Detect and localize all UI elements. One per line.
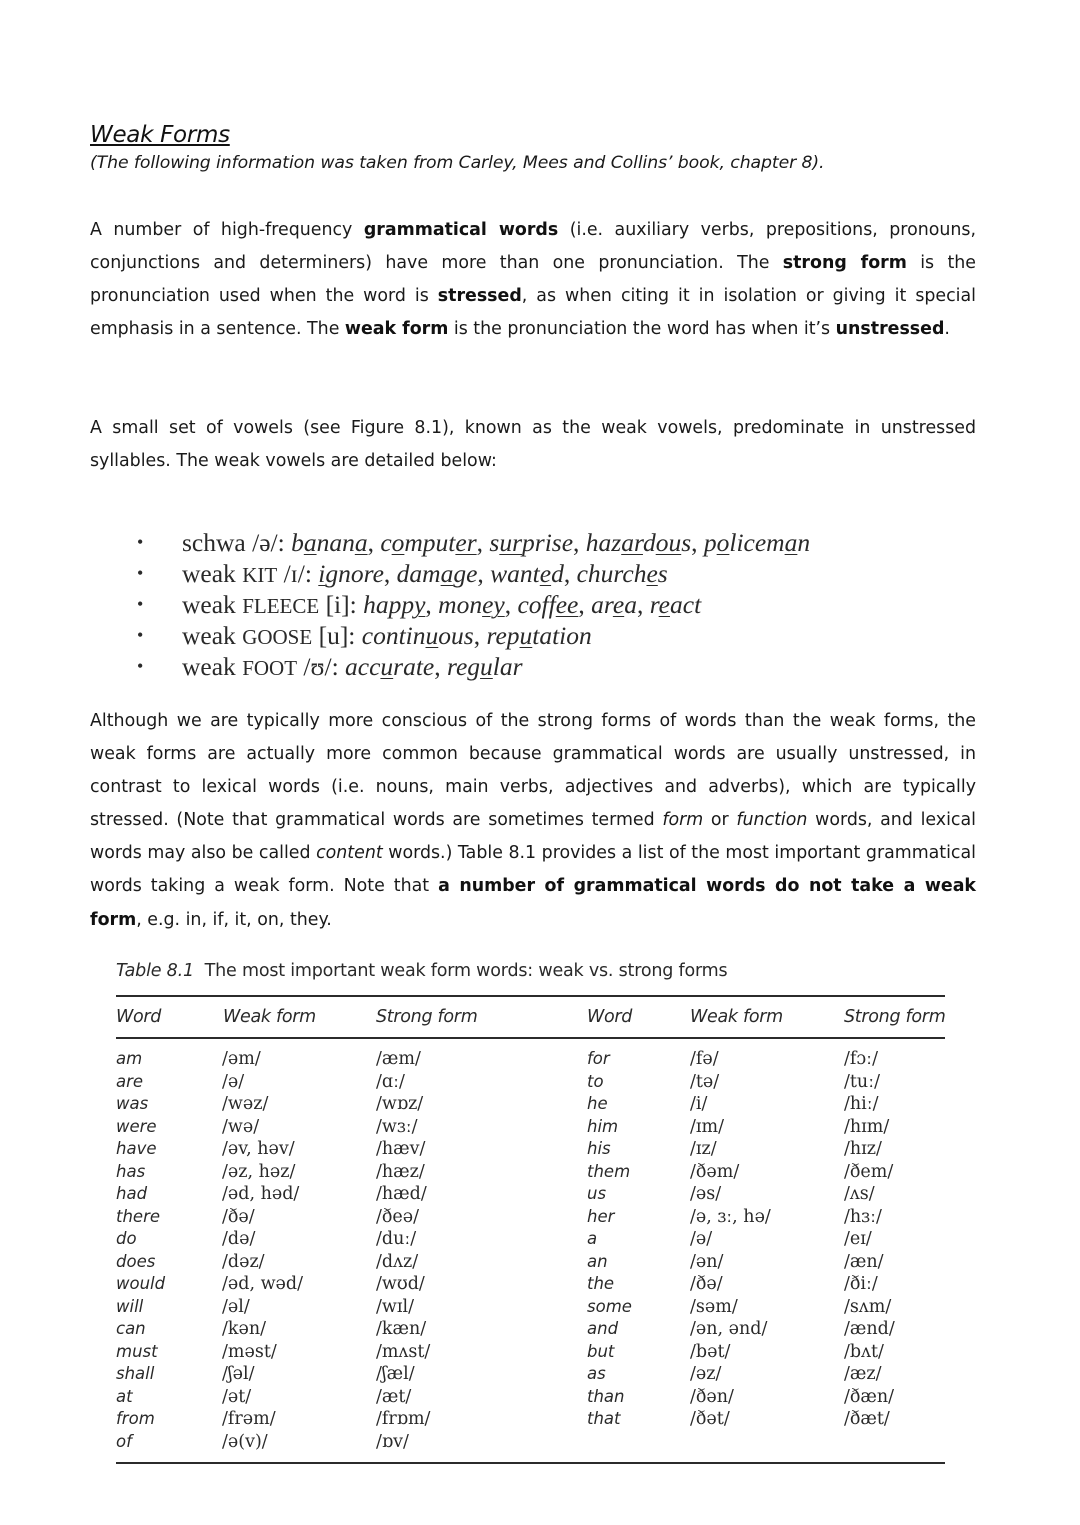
text: , e.g. in, if, it, on, they. (136, 909, 332, 930)
table-cell: from (116, 1409, 155, 1428)
page-title: Weak Forms (90, 122, 230, 148)
weak-vowel-item: • weak FOOT /ʊ/: accurate, regular (137, 652, 523, 681)
table-cell: /æm/ (376, 1049, 421, 1069)
bullet-icon: • (137, 594, 144, 614)
table-caption-label: Table 8.1 (116, 961, 194, 981)
header-word-2: Word (587, 1007, 633, 1027)
weak-vowel-item: • weak GOOSE [u]: continuous, reputation (137, 621, 592, 650)
table-cell: /əd, wəd/ (222, 1274, 304, 1294)
right-word-column (587, 1048, 632, 1431)
example-word: accurate (345, 652, 435, 681)
example-word: coffee (517, 590, 579, 619)
table-cell: /frəm/ (222, 1409, 276, 1429)
table-cell: /hæd/ (376, 1184, 427, 1204)
table-cell: /fə/ (690, 1049, 719, 1069)
table-cell: as (587, 1364, 606, 1383)
table-cell: them (587, 1161, 631, 1181)
table-cell: /səm/ (690, 1296, 738, 1317)
table-cell: but (587, 1341, 615, 1361)
example-word: damage (396, 559, 478, 588)
table-cell: /bʌt/ (844, 1341, 884, 1362)
text: (i.e. auxiliary verbs, prepositions, pronouns, conjunctions and determiners) have more than one pronunciation. The (90, 220, 976, 274)
bold-note: a number of grammatical words do not take a weak form (90, 876, 976, 930)
example-word: area (591, 590, 637, 619)
table-cell: /əv, həv/ (222, 1139, 295, 1159)
table-cell: /bət/ (690, 1341, 731, 1362)
table-cell: /ə/ (690, 1229, 713, 1249)
table-cell: /ɪz/ (690, 1139, 717, 1159)
table-cell: /æz/ (844, 1364, 882, 1384)
table-cell: /hɪz/ (844, 1139, 882, 1159)
source-note: (The following information was taken from Carley, Mees and Collins’ book, chapter 8). (90, 153, 825, 173)
header-strong-form: Strong form (376, 1007, 478, 1027)
table-cell: /ðət/ (690, 1409, 730, 1429)
table-cell: were (116, 1116, 157, 1136)
table-cell: he (587, 1094, 608, 1113)
table-cell: /ət/ (222, 1386, 252, 1407)
lexical-set-label: GOOSE (242, 625, 313, 649)
table-cell: /wɜː/ (376, 1116, 418, 1137)
table-cell: was (116, 1094, 149, 1113)
table-cell: /ðæn/ (844, 1386, 895, 1407)
table-cell: /ænd/ (844, 1319, 895, 1339)
bold-term-grammatical-words: grammatical words (363, 220, 559, 240)
table-cell: /əz, həz/ (222, 1161, 296, 1182)
table-cell: /ə, ɜː, hə/ (690, 1206, 771, 1227)
table-cell: /ðəm/ (690, 1161, 740, 1182)
example-word: reputation (486, 621, 592, 650)
table-cell: /əz/ (690, 1364, 722, 1384)
table-cell: /ðeə/ (376, 1206, 420, 1227)
table-cell: that (587, 1409, 621, 1428)
table-cell: /hɪm/ (844, 1116, 890, 1137)
table-cell: /wə/ (222, 1116, 260, 1137)
lexical-set-label: KIT (242, 563, 278, 587)
table-cell: /hɜː/ (844, 1206, 882, 1227)
example-word: policeman (703, 528, 811, 557)
table-cell: /ðæt/ (844, 1409, 890, 1429)
table-cell: /æn/ (844, 1251, 884, 1272)
table-cell: /duː/ (376, 1229, 417, 1249)
bold-term-stressed: stressed (437, 286, 522, 307)
table-cell: would (116, 1274, 166, 1293)
table-cell: will (116, 1296, 144, 1316)
table-cell: /əl/ (222, 1296, 250, 1317)
table-cell: /wʊd/ (376, 1274, 425, 1294)
italic-term-form: form (662, 810, 704, 831)
table-cell: /ðem/ (844, 1161, 894, 1182)
right-weak-form-column (690, 1048, 771, 1431)
bold-term-weak-form: weak form (344, 319, 449, 340)
table-cell: there (116, 1206, 161, 1226)
example-word: surprise (489, 528, 574, 557)
text: . (944, 319, 950, 340)
table-cell: /æt/ (376, 1386, 412, 1407)
text: Although we are typically more conscious of the strong forms of words than the weak forms, the weak forms are actually more common because grammatical words are usually unstressed, in contrast to lexical words (i.e. nouns, main verbs, adjectives and adverbs), which are typically stressed. (Note that grammatical words are sometimes termed (90, 711, 976, 831)
table-cell: /frɒm/ (376, 1409, 431, 1429)
weak-vowel-item: • weak KIT /ɪ/: ignore, damage, wanted, churches (137, 559, 668, 588)
table-cell: /əs/ (690, 1184, 722, 1204)
table-cell: and (587, 1319, 619, 1338)
table-cell: /də/ (222, 1229, 256, 1249)
table-cell: /ɒv/ (376, 1431, 409, 1452)
table-cell: /dəz/ (222, 1251, 265, 1272)
weak-vowel-item: • weak FLEECE [i]: happy, money, coffee, area, react (137, 590, 702, 619)
text: words, and lexical words may also be called (90, 810, 976, 864)
table-cell: /hæv/ (376, 1139, 426, 1159)
table-cell: /hiː/ (844, 1094, 879, 1114)
right-strong-form-column (844, 1048, 895, 1431)
table-cell: at (116, 1386, 133, 1406)
table-cell: /hæz/ (376, 1161, 425, 1182)
table-cell: /ʃəl/ (222, 1364, 255, 1384)
table-cell: /ðiː/ (844, 1274, 878, 1294)
bullet-icon: • (137, 656, 144, 676)
table-cell: /fɔː/ (844, 1049, 878, 1069)
example-word: churches (576, 559, 668, 588)
table-cell: /ɑː/ (376, 1071, 405, 1092)
header-word: Word (116, 1007, 162, 1027)
example-word: regular (447, 652, 523, 681)
header-weak-form-2: Weak form (690, 1007, 783, 1027)
table-cell: are (116, 1071, 144, 1091)
bold-term-unstressed: unstressed (835, 319, 945, 340)
table-cell: has (116, 1161, 146, 1181)
text: A number of high-frequency (90, 220, 364, 240)
left-word-column (116, 1048, 165, 1453)
table-cell: /ʌs/ (844, 1184, 875, 1204)
table-cell: /ən/ (690, 1251, 724, 1272)
table-cell: /əm/ (222, 1049, 261, 1069)
table-cell: /ðə/ (222, 1206, 255, 1227)
table-cell: /wɪl/ (376, 1296, 414, 1317)
header-weak-form: Weak form (223, 1007, 316, 1027)
text: or (703, 810, 737, 831)
bullet-icon: • (137, 532, 144, 552)
bullet-icon: • (137, 563, 144, 583)
table-bottom-rule (116, 1462, 945, 1464)
example-word: react (649, 590, 702, 619)
table-cell: to (587, 1071, 604, 1091)
table-caption-text: The most important weak form words: weak vs. strong forms (204, 961, 728, 981)
table-cell: /kæn/ (376, 1319, 427, 1339)
example-word: computer (380, 528, 477, 557)
text: , as when citing it in isolation or giving it special emphasis in a sentence. The (90, 286, 976, 340)
left-strong-form-column (376, 1048, 430, 1453)
text: words.) Table 8.1 provides a list of the most important grammatical words taking a weak form. Note that (90, 843, 976, 897)
table-cell: of (116, 1431, 132, 1451)
example-word: continuous (361, 621, 474, 650)
italic-term-content: content (316, 843, 383, 864)
bold-term-strong-form: strong form (782, 253, 907, 274)
table-cell: must (116, 1341, 158, 1361)
intro-paragraph (90, 214, 976, 346)
table-cell: /kən/ (222, 1319, 267, 1339)
weak-vowels-intro-paragraph: A small set of vowels (see Figure 8.1), known as the weak vowels, predominate in unstressed syllables. The weak vowels are detailed below: (90, 418, 976, 472)
table-top-rule (116, 995, 945, 997)
table-cell: shall (116, 1364, 155, 1383)
table-cell: the (587, 1274, 615, 1293)
weak-vowel-item: • schwa /ə/: banana, computer, surprise, hazardous, policeman (137, 528, 811, 557)
table-cell: /ə(v)/ (222, 1431, 268, 1452)
table-cell: him (587, 1116, 619, 1136)
table-cell: some (587, 1296, 632, 1316)
table-cell: than (587, 1386, 625, 1406)
table-cell: his (587, 1139, 611, 1158)
table-cell: am (116, 1049, 143, 1068)
table-cell: can (116, 1319, 146, 1338)
header-strong-form-2: Strong form (844, 1007, 946, 1027)
table-header-rule (116, 1037, 945, 1039)
italic-term-function: function (736, 810, 808, 831)
table-cell: does (116, 1251, 156, 1271)
example-word: wanted (490, 559, 564, 588)
text: is the pronunciation used when the word is (90, 253, 976, 307)
weak-forms-paragraph (90, 705, 976, 937)
table-cell: an (587, 1251, 608, 1271)
table-cell: /i/ (690, 1094, 708, 1114)
table-cell: /ʃæl/ (376, 1364, 415, 1384)
table-caption (116, 961, 727, 981)
left-weak-form-column (222, 1048, 303, 1453)
table-cell: /tuː/ (844, 1071, 880, 1092)
example-word: ignore (318, 559, 384, 588)
table-cell: /ðən/ (690, 1386, 734, 1407)
table-cell: /əd, həd/ (222, 1184, 300, 1204)
table-cell: /məst/ (222, 1341, 277, 1362)
example-word: happy (363, 590, 426, 619)
table-cell: us (587, 1184, 607, 1203)
table-cell: /dʌz/ (376, 1251, 419, 1272)
table-cell: /eɪ/ (844, 1229, 872, 1249)
text: is the pronunciation the word has when it’s (448, 319, 836, 340)
lexical-set-label: FLEECE (242, 594, 320, 618)
example-word: money (438, 590, 505, 619)
table-cell: her (587, 1206, 615, 1226)
table-cell: /ɪm/ (690, 1116, 724, 1137)
example-word: banana (291, 528, 368, 557)
table-cell: a (587, 1229, 598, 1248)
example-word: hazardous (585, 528, 692, 557)
lexical-set-label: FOOT (242, 656, 298, 680)
table-cell: have (116, 1139, 157, 1158)
table-cell: /wɒz/ (376, 1094, 424, 1114)
table-cell: /sʌm/ (844, 1296, 892, 1317)
table-cell: /ðə/ (690, 1274, 723, 1294)
table-cell: had (116, 1184, 148, 1203)
weak-vowels-list (135, 527, 810, 682)
table-cell: /tə/ (690, 1071, 720, 1092)
table-cell: /mʌst/ (376, 1341, 431, 1362)
table-cell: do (116, 1229, 137, 1248)
table-cell: /ə/ (222, 1071, 245, 1092)
table-cell: /wəz/ (222, 1094, 269, 1114)
table-cell: for (587, 1049, 610, 1068)
table-cell: /ən, ənd/ (690, 1319, 768, 1339)
bullet-icon: • (137, 625, 144, 645)
